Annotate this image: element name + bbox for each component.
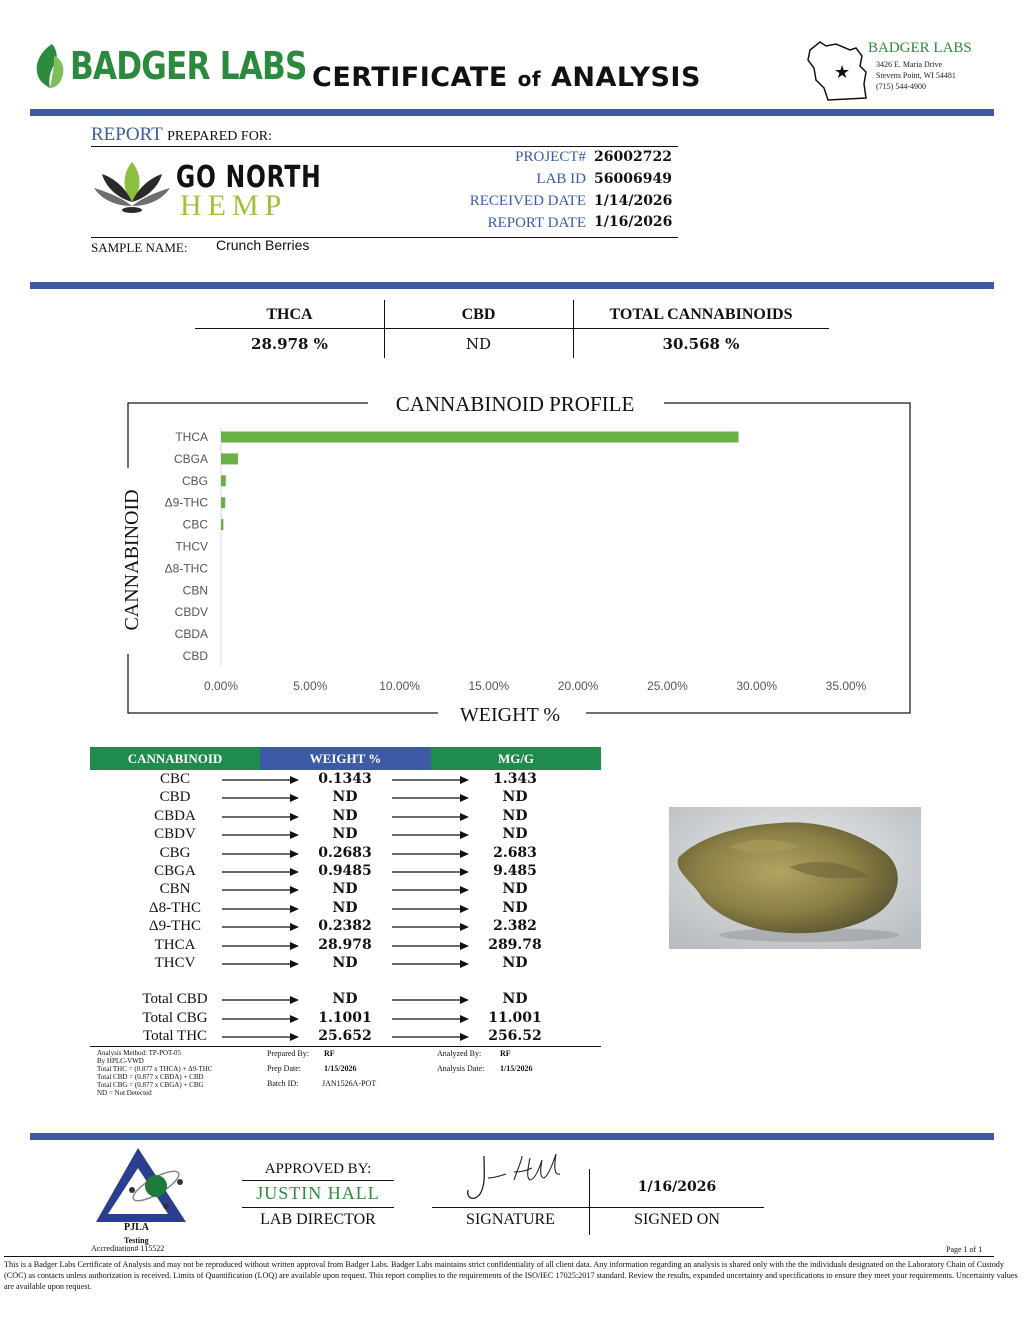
title-certificate: CERTIFICATE [312, 62, 508, 93]
table-row-2-mg: ND [502, 807, 528, 824]
sample-name-label: SAMPLE NAME: [91, 240, 188, 255]
chart-category-label-9: CBDA [174, 627, 208, 642]
prep-date-label: Prep Date: [267, 1064, 301, 1073]
table-row-9-name: THCA [154, 936, 196, 953]
table-row-2-name: CBDA [154, 807, 196, 824]
lab-phone: (715) 544-4900 [876, 82, 926, 91]
chart-x-tick-5: 25.00% [647, 679, 688, 693]
client-name-line2: HEMP [180, 189, 288, 222]
table-row-4-mg: 2.683 [493, 844, 537, 861]
analysis-date-label: Analysis Date: [437, 1064, 485, 1073]
signature-rule [432, 1207, 764, 1208]
table-row-6-name: CBN [159, 881, 191, 898]
note-nd: ND = Not Detected [97, 1089, 152, 1097]
received-date: 1/14/2026 [594, 193, 673, 209]
lab-address [876, 59, 956, 92]
table-row-10-mg: ND [502, 955, 528, 971]
table-row-3-weight: ND [332, 826, 358, 843]
note-by: By HPLC-VWD [97, 1057, 144, 1065]
chart-bar-2 [221, 475, 226, 486]
note-cbg-formula: Total CBG = (0.877 x CBGA) + CBG [97, 1081, 204, 1089]
table-row-1-weight: ND [332, 789, 358, 806]
table-row-10-weight: ND [332, 955, 358, 971]
table-row-9-weight: 28.978 [318, 936, 372, 953]
disclaimer-rule [4, 1256, 994, 1257]
prep-date: 1/15/2026 [324, 1064, 357, 1073]
batch-id-label: Batch ID: [267, 1079, 299, 1088]
total-row-1-mg: 11.001 [488, 1010, 542, 1026]
lab-address-line1: 3426 E. Maria Drive [876, 60, 943, 69]
chart-category-label-4: CBC [182, 517, 208, 532]
table-row-5-mg: 9.485 [493, 863, 537, 879]
table-row-7-mg: ND [502, 899, 528, 916]
summary-rule [195, 328, 829, 329]
prepared-by-label: Prepared By: [267, 1049, 309, 1058]
chart-x-tick-4: 20.00% [557, 679, 599, 693]
chart-category-label-7: CBN [182, 583, 208, 598]
chart-category-label-8: CBDV [174, 605, 208, 620]
note-cbd-formula: Total CBD = (0.877 x CBDA) + CBD [97, 1073, 204, 1081]
total-row-0-name: Total CBD [142, 991, 208, 1007]
total-row-0-weight: ND [332, 991, 358, 1007]
chart-category-label-2: CBG [181, 473, 208, 488]
table-row-8-name: Δ9-THC [148, 918, 202, 935]
table-row-7-weight: ND [332, 899, 358, 916]
table-bottom-rule [90, 1046, 601, 1047]
sample-photo [669, 807, 921, 949]
footer-divider [30, 1133, 994, 1140]
chart-x-tick-7: 35.00% [825, 679, 867, 693]
summary-thca-header: THCA [266, 306, 313, 323]
brand-name: BADGER LABS [70, 44, 307, 88]
chart-x-tick-2: 10.00% [379, 679, 420, 693]
summary-total-value: 30.568 % [662, 335, 740, 353]
approved-by-rule [242, 1180, 394, 1181]
lab-id-label: LAB ID [536, 171, 586, 187]
chart-bar-4 [221, 519, 223, 530]
analyzed-by: RF [500, 1049, 511, 1058]
chart-bar-3 [221, 497, 225, 508]
batch-id: JAN1526A-POT [322, 1079, 377, 1088]
table-row-2-weight: ND [332, 807, 358, 824]
summary-thca-value: 28.978 % [251, 335, 328, 353]
approver-rule [242, 1207, 394, 1208]
report-bottom-rule [91, 237, 678, 238]
table-row-10-name: THCV [154, 955, 196, 971]
signed-date: 1/16/2026 [637, 1179, 717, 1195]
chart-title: CANNABINOID PROFILE [395, 392, 635, 416]
disclaimer-text: This is a Badger Labs Certificate of Analysis and may not be reproduced without written approval from Badger Labs. Badger Labs maintains strict confidentiality of all client data. Any information regarding an analysis is shared only with the the individuals designated on the Laboratory Chain of Custody (COC) as contacts unless authorization is received. Limits of Quantification (LOQ) are available upon request. This report complies to the requirements of the ISO/IEC 17025:2017 standard. Review the results, expanded uncertainty and specifications to ensure they meet your requirements. Uncertainty values are available upon request. [4, 1260, 1018, 1291]
table-row-6-mg: ND [502, 881, 528, 898]
table-row-0-mg: 1.343 [493, 771, 537, 787]
lab-name: BADGER LABS [868, 40, 972, 56]
table-header-mg: MG/G [431, 747, 601, 770]
table-row-0-weight: 0.1343 [318, 771, 372, 787]
chart-x-tick-6: 30.00% [736, 679, 778, 693]
chart-bar-1 [221, 453, 238, 464]
summary-cbd-header: CBD [461, 306, 496, 323]
table-row-1-name: CBD [159, 789, 191, 806]
table-header-cannabinoid: CANNABINOID [90, 747, 260, 770]
approver-name: JUSTIN HALL [256, 1183, 380, 1203]
table-row-1-mg: ND [502, 789, 528, 806]
total-row-1-name: Total CBG [142, 1010, 208, 1026]
chart-category-label-10: CBD [182, 649, 208, 663]
cannabinoid-profile-chart [110, 388, 920, 733]
chart-category-label-1: CBGA [173, 451, 208, 466]
chart-category-label-5: THCV [175, 539, 208, 554]
analysis-date: 1/15/2026 [500, 1064, 533, 1073]
pjla-label: PJLA [124, 1222, 149, 1233]
table-row-4-name: CBG [159, 844, 191, 861]
chart-x-axis-label: WEIGHT % [459, 704, 561, 726]
table-header-weight: WEIGHT % [260, 747, 431, 770]
title-of: of [517, 67, 542, 91]
report-prepared-for [91, 124, 272, 146]
table-row-6-weight: ND [332, 881, 358, 898]
accreditation-number: Accreditation# 115522 [91, 1244, 165, 1253]
signature-label: SIGNATURE [466, 1211, 555, 1228]
chart-x-tick-1: 5.00% [293, 679, 328, 693]
project-label: PROJECT# [515, 149, 586, 165]
chart-x-tick-0: 0.00% [203, 679, 239, 693]
lab-address-line2: Stevens Point, WI 54481 [876, 71, 956, 80]
table-row-8-weight: 0.2382 [318, 918, 372, 935]
chart-bar-0 [221, 432, 738, 443]
chart-category-label-0: THCA [175, 430, 208, 444]
go-north-lotus-logo-icon [92, 158, 172, 220]
chart-category-label-3: Δ9-THC [164, 495, 208, 510]
sample-name: Crunch Berries [216, 237, 310, 253]
signed-on-label: SIGNED ON [634, 1211, 720, 1228]
table-row-3-mg: ND [502, 826, 528, 843]
total-row-0-mg: ND [502, 991, 528, 1007]
lab-id: 56006949 [594, 171, 672, 187]
summary-total-header: TOTAL CANNABINOIDS [609, 306, 793, 323]
total-row-2-weight: 25.652 [318, 1028, 372, 1044]
client-name-line1: GO NORTH [176, 160, 322, 195]
approved-by-label: APPROVED BY: [264, 1161, 372, 1177]
table-row-7-name: Δ8-THC [148, 899, 202, 916]
chart-y-axis-label: CANNABINOID [121, 489, 143, 631]
page-number: Page 1 of 1 [946, 1245, 983, 1254]
method-notes [97, 1049, 212, 1097]
received-date-label: RECEIVED DATE [469, 193, 586, 209]
header-divider [30, 109, 994, 116]
title-analysis: ANALYSIS [551, 62, 701, 93]
wisconsin-map-icon [806, 36, 872, 104]
note-thc-formula: Total THC = (0.877 x THCA) + Δ9-THC [97, 1065, 213, 1073]
prepared-for-label: PREPARED FOR: [167, 129, 273, 144]
chart-x-tick-3: 15.00% [468, 679, 510, 693]
report-date-label: REPORT DATE [487, 215, 586, 231]
note-method: Analysis Method: TP-POT-05 [97, 1049, 182, 1057]
table-row-5-name: CBGA [154, 863, 196, 879]
report-word: REPORT [91, 124, 163, 145]
analyzed-by-label: Analyzed By: [437, 1049, 482, 1058]
summary-cbd-value: ND [465, 335, 492, 353]
report-divider [30, 282, 994, 289]
total-row-2-mg: 256.52 [488, 1028, 542, 1044]
chart-frame [128, 403, 910, 713]
chart-category-label-6: Δ8-THC [164, 561, 208, 576]
pjla-testing-label: Testing [124, 1236, 149, 1245]
svg-text:★: ★ [834, 62, 851, 83]
table-row-3-name: CBDV [154, 826, 196, 843]
table-row-5-weight: 0.9485 [318, 863, 372, 879]
signature-image [452, 1150, 572, 1206]
total-row-2-name: Total THC [142, 1028, 208, 1044]
prepared-by: RF [324, 1049, 335, 1058]
document-title [312, 62, 701, 93]
report-top-rule [91, 146, 678, 147]
badger-leaf-logo-icon [30, 42, 68, 90]
table-row-8-mg: 2.382 [493, 918, 537, 935]
report-date: 1/16/2026 [594, 214, 673, 230]
table-row-0-name: CBC [159, 771, 190, 787]
table-row-9-mg: 289.78 [488, 936, 542, 953]
total-row-1-weight: 1.1001 [318, 1010, 372, 1026]
approver-title: LAB DIRECTOR [260, 1211, 376, 1228]
project-number: 26002722 [594, 149, 672, 165]
pjla-accreditation-logo-icon [94, 1146, 190, 1224]
table-row-4-weight: 0.2683 [318, 844, 372, 861]
